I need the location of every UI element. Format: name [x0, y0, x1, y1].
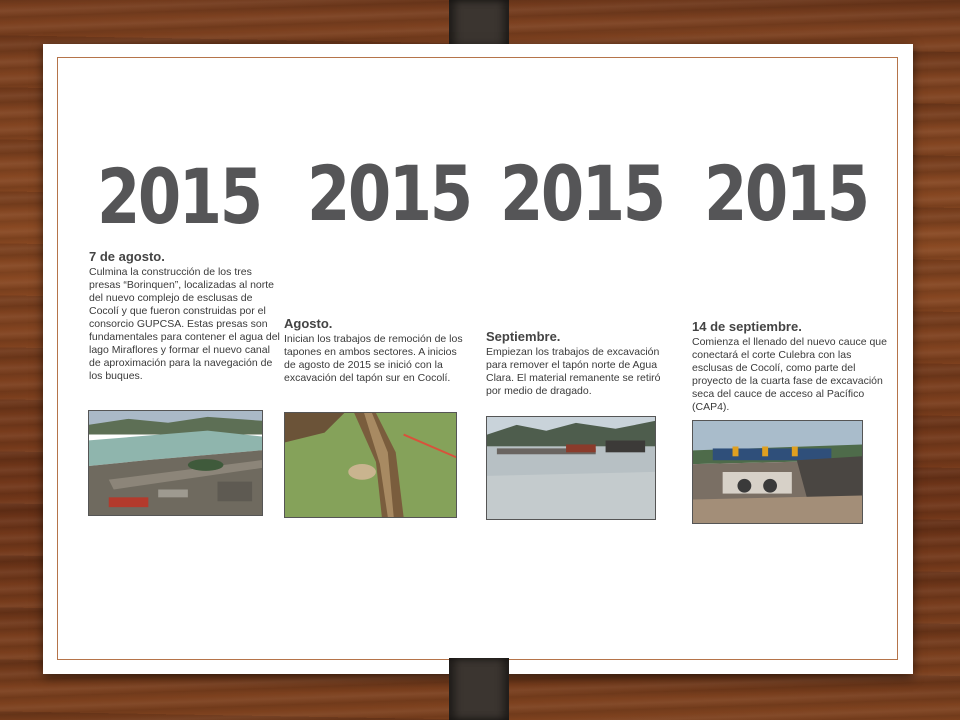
- photo-borinquen-dams: [88, 410, 263, 516]
- photo-dredging: [486, 416, 656, 520]
- year-heading-3: 2015: [500, 149, 664, 238]
- entry-description-4: Comienza el llenado del nuevo cauce que conectará el corte Culebra con las esclusas de Cocolí, como parte del proyecto de la cuarta fase de excavación seca del cauce de acceso al Pacífico (CAP4).: [692, 336, 887, 413]
- entry-title-1: 7 de agosto.: [89, 249, 165, 264]
- timeline-entry-1: [89, 249, 281, 383]
- entry-title-2: Agosto.: [284, 316, 333, 331]
- timeline-card: [43, 44, 913, 674]
- entry-title-3: Septiembre.: [486, 329, 561, 344]
- entry-title-4: 14 de septiembre.: [692, 319, 802, 334]
- photo-channel-filling: [692, 420, 863, 524]
- year-heading-1: 2015: [97, 152, 261, 241]
- entry-description-3: Empiezan los trabajos de excavación para remover el tapón norte de Agua Clara. El material remanente se retiró por medio de dragado.: [486, 346, 661, 397]
- year-heading-4: 2015: [704, 149, 868, 238]
- entry-description-2: Inician los trabajos de remoción de los tapones en ambos sectores. A inicios de agosto de 2015 se inició con la excavación del tapón sur en Cocolí.: [284, 333, 463, 384]
- bottom-strap: [449, 658, 509, 720]
- entry-description-1: Culmina la construcción de los tres presas “Borinquen”, localizadas al norte del nuevo complejo de esclusas de Cocolí y que fueron construidas por el consorcio GUPCSA. Estas presas son fundamentales para contener el agua del lago Miraflores y formar el nuevo canal de aproximación para la navegación de los buques.: [89, 266, 280, 382]
- timeline-entry-2: [284, 316, 470, 385]
- timeline-entry-4: [692, 319, 892, 414]
- photo-plug-removal: [284, 412, 457, 518]
- year-heading-2: 2015: [307, 149, 471, 238]
- timeline-entry-3: [486, 329, 676, 398]
